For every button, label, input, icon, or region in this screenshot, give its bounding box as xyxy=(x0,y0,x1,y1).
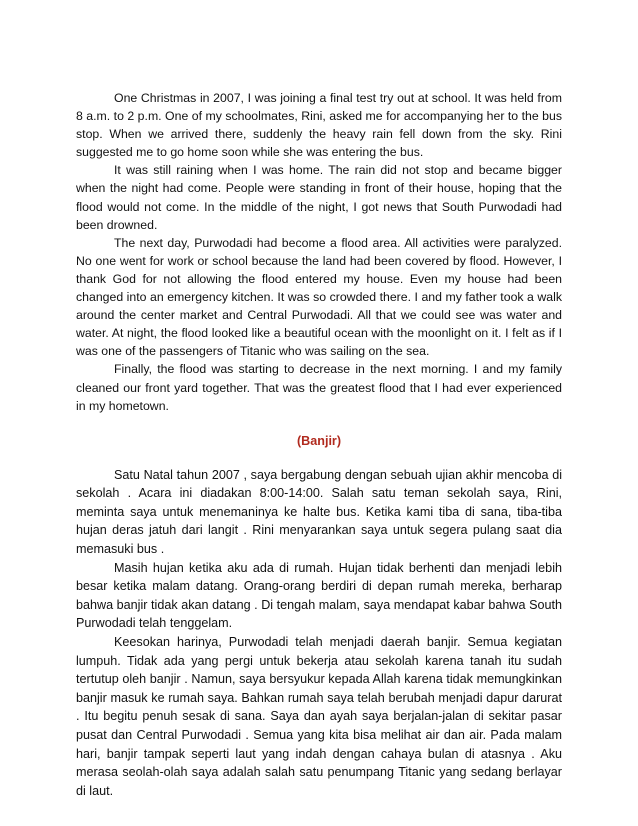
english-paragraph-1: One Christmas in 2007, I was joining a final test try out at school. It was held from 8 a.m. to 2 p.m. One of my schoolmates, Rini, asked me for accompanying her to the bus stop. When we arrived there, suddenly the heavy rain fell down from the sky. Rini suggested me to go home soon while she was entering the bus. xyxy=(76,91,562,160)
indonesian-paragraph-2: Masih hujan ketika aku ada di rumah. Hujan tidak berhenti dan menjadi lebih besar ketika malam datang. Orang-orang berdiri di depan rumah mereka, berharap bahwa banjir tidak akan datang . Di tengah malam, saya mendapat kabar bahwa South Purwodadi telah tenggelam. xyxy=(76,560,562,631)
english-paragraph-2: It was still raining when I was home. The rain did not stop and became bigger when the night had come. People were standing in front of their house, hoping that the flood would not come. In the middle of the night, I got news that South Purwodadi had been drowned. xyxy=(76,163,562,232)
indonesian-paragraph-1: Satu Natal tahun 2007 , saya bergabung dengan sebuah ujian akhir mencoba di sekolah . Acara ini diadakan 8:00-14:00. Salah satu teman sekolah saya, Rini, meminta saya untuk menemaninya ke halte bus. Ketika kami tiba di sana, tiba-tiba hujan deras jatuh dari langit . Rini menyarankan saya untuk segera pulang saat dia memasuki bus . xyxy=(76,467,562,557)
english-paragraph-3: The next day, Purwodadi had become a flood area. All activities were paralyzed. No one went for work or school because the land had been covered by flood. However, I thank God for not allowing the flood entered my house. Even my house had been changed into an emergency kitchen. It was so crowded there. I and my father took a walk around the center market and Central Purwodadi. All that we could see was water and water. At night, the flood looked like a beautiful ocean with the moonlight on it. I felt as if I was one of the passengers of Titanic who was sailing on the sea. xyxy=(76,235,562,359)
english-paragraph-4: Finally, the flood was starting to decrease in the next morning. I and my family cleaned our front yard together. That was the greatest flood that I had ever experienced in my hometown. xyxy=(76,362,562,413)
indonesian-story xyxy=(76,466,562,801)
document-page xyxy=(76,89,562,800)
indonesian-paragraph-3: Keesokan harinya, Purwodadi telah menjadi daerah banjir. Semua kegiatan lumpuh. Tidak ada yang pergi untuk bekerja atau sekolah karena tanah itu sudah tertutup oleh banjir . Namun, saya bersyukur kepada Allah karena tidak memungkinkan banjir masuk ke rumah saya. Bahkan rumah saya telah berubah menjadi dapur darurat . Itu begitu penuh sesak di sana. Saya dan ayah saya berjalan-jalan di sekitar pasar pusat dan Central Purwodadi . Semua yang kita bisa melihat air dan air. Pada malam hari, banjir tampak seperti laut yang indah dengan cahaya bulan di atasnya . Aku merasa seolah-olah saya adalah salah satu penumpang Titanic yang sedang berlayar di laut. xyxy=(76,635,562,798)
english-story xyxy=(76,89,562,415)
translation-title: (Banjir) xyxy=(296,433,342,448)
